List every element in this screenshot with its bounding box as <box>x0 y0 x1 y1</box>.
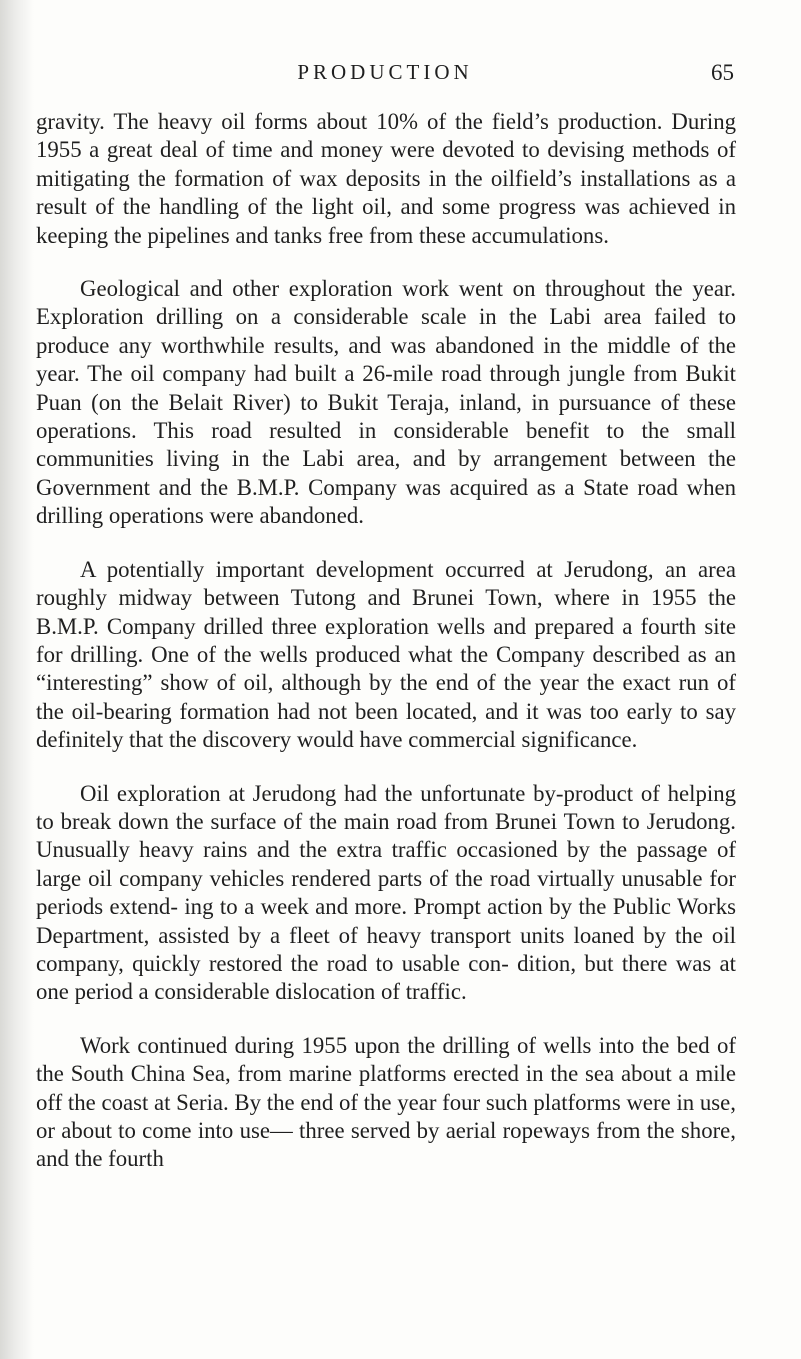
page-binding-edge <box>0 0 34 1359</box>
paragraph-continuation: gravity. The heavy oil forms about 10% of the field’s production. During 1955 a great deal of time and money were devoted to devising methods of mitigating the formation of wax deposits in the oilfield’s installations as a result of the handling of the light oil, and some progress was achieved in keeping the pipelines and tanks free from these accumulations. <box>36 109 736 248</box>
body-text <box>36 108 736 1174</box>
paragraph-offshore-drilling: Work continued during 1955 upon the drilling of wells into the bed of the South China Sea, from marine platforms erected in the sea about a mile off the coast at Seria. By the end of the year four such platforms were in use, or about to come into use— three served by aerial ropeways from the shore, and the fourth <box>36 1032 736 1172</box>
page-number: 65 <box>711 60 734 85</box>
paragraph-exploration-labi: Geological and other exploration work went on throughout the year. Exploration drilling on a considerable scale in the Labi area failed to produce any worthwhile results, and was abandoned in the middle of the year. The oil company had built a 26-mile road through jungle from Bukit Puan (on the Belait River) to Bukit Teraja, inland, in pursuance of these operations. This road resulted in considerable benefit to the small communities living in the Labi area, and by arrangement between the Government and the B.M.P. Company was acquired as a State road when drilling operations were abandoned. <box>36 276 736 529</box>
paragraph-road-damage: Oil exploration at Jerudong had the unfortunate by-product of helping to break down the surface of the main road from Brunei Town to Jerudong. Unusually heavy rains and the extra traffic occasioned by the passage of large oil company vehicles rendered parts of the road virtually unusable for periods extend- ing to a week and more. Prompt action by the Public Works Department, assisted by a fleet of heavy transport units loaned by the oil company, quickly restored the road to usable con- dition, but there was at one period a considerable dislocation of traffic. <box>36 780 736 1005</box>
paragraph-jerudong-development: A potentially important development occurred at Jerudong, an area roughly midway between Tutong and Brunei Town, where in 1955 the B.M.P. Company drilled three exploration wells and prepared a fourth site for drilling. One of the wells produced what the Company described as an “interesting” show of oil, although by the end of the year the exact run of the oil-bearing formation had not been located, and it was too early to say definitely that the discovery would have commercial significance. <box>36 556 736 753</box>
running-header <box>36 60 734 88</box>
running-title: PRODUCTION <box>297 60 473 84</box>
